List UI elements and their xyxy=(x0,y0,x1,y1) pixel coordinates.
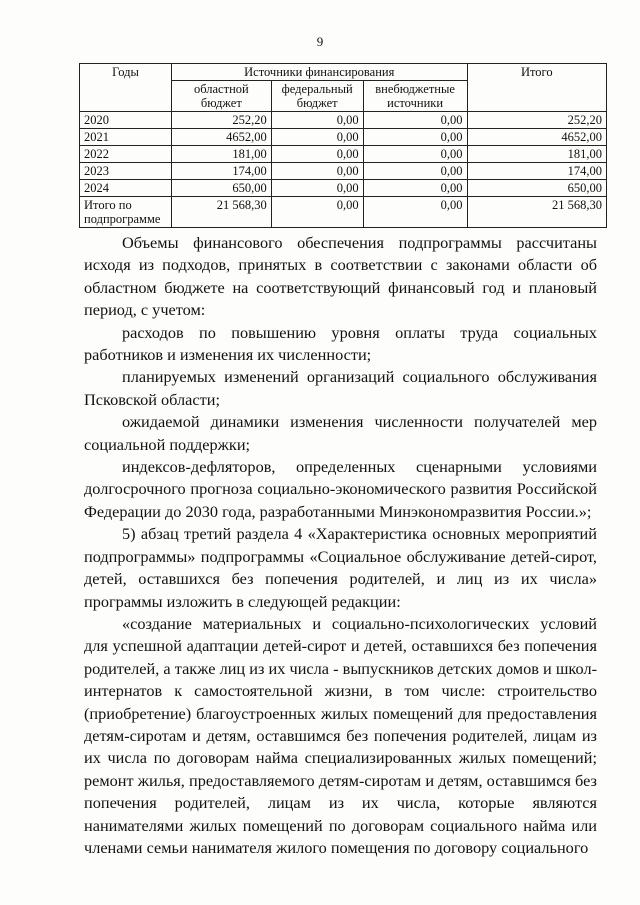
cell-total: 650,00 xyxy=(467,180,606,197)
paragraph: 5) абзац третий раздела 4 «Характеристика основных мероприятий подпрограммы» подпрограммы «Социальное обслуживание детей-сирот, детей, оставшихся без попечения родителей, и лиц из их числа» программы изложить в следующей редакции: xyxy=(84,524,597,611)
paragraph: планируемых изменений организаций социального обслуживания Псковской области; xyxy=(84,367,597,409)
financing-table xyxy=(79,63,607,228)
cell-extra: 0,00 xyxy=(363,146,467,163)
cell-regional: 21 568,30 xyxy=(171,197,271,228)
table-row xyxy=(80,163,607,180)
subheader-extra: внебюджетные источники xyxy=(363,81,467,112)
paragraph: ожидаемой динамики изменения численности получателей мер социальной поддержки; xyxy=(84,412,597,454)
cell-federal: 0,00 xyxy=(271,197,363,228)
cell-year: 2020 xyxy=(80,112,172,129)
subheader-federal: федеральный бюджет xyxy=(271,81,363,112)
paragraph: Объемы финансового обеспечения подпрограммы рассчитаны исходя из подходов, принятых в соответствии с законами области об областном бюджете на соответствующий финансовый год и плановый период, с учетом: xyxy=(84,233,597,320)
body-text xyxy=(84,232,597,859)
cell-total: 21 568,30 xyxy=(467,197,606,228)
table-row xyxy=(80,129,607,146)
cell-regional: 4652,00 xyxy=(171,129,271,146)
header-sources: Источники финансирования xyxy=(171,64,467,81)
cell-regional: 181,00 xyxy=(171,146,271,163)
table-header-row xyxy=(80,64,607,81)
header-years: Годы xyxy=(80,64,172,112)
cell-federal: 0,00 xyxy=(271,180,363,197)
cell-total: 252,20 xyxy=(467,112,606,129)
cell-regional: 650,00 xyxy=(171,180,271,197)
cell-extra: 0,00 xyxy=(363,163,467,180)
cell-total: 174,00 xyxy=(467,163,606,180)
cell-regional: 252,20 xyxy=(171,112,271,129)
cell-year: 2022 xyxy=(80,146,172,163)
paragraph: «создание материальных и социально-психологических условий для успешной адаптации детей-сирот и детей, оставшихся без попечения родителей, а также лиц из их числа - выпускников детских домов и школ-интернатов к самостоятельной жизни, в том числе: строительство (приобретение) благоустроенных жилых помещений для предоставления детям-сиротам и детям, оставшимся без попечения родителей, лицам из их числа по договорам найма специализированных жилых помещений; ремонт жилья, предоставляемого детям-сиротам и детям, оставшимся без попечения родителей, лицам из их числа, которые являются нанимателями жилых помещений по договорам социального найма или членами семьи нанимателя жилого помещения по договору социального xyxy=(84,613,597,857)
table-row xyxy=(80,146,607,163)
cell-federal: 0,00 xyxy=(271,112,363,129)
table-row xyxy=(80,112,607,129)
cell-year: 2024 xyxy=(80,180,172,197)
page-number: 9 xyxy=(316,34,324,49)
cell-year: Итого по подпрограмме xyxy=(80,197,172,228)
cell-total: 4652,00 xyxy=(467,129,606,146)
header-total: Итого xyxy=(467,64,606,112)
cell-year: 2021 xyxy=(80,129,172,146)
cell-federal: 0,00 xyxy=(271,129,363,146)
cell-total: 181,00 xyxy=(467,146,606,163)
cell-regional: 174,00 xyxy=(171,163,271,180)
paragraph: расходов по повышению уровня оплаты труда социальных работников и изменения их численности; xyxy=(84,322,597,365)
table-row xyxy=(80,197,607,228)
cell-extra: 0,00 xyxy=(363,112,467,129)
cell-year: 2023 xyxy=(80,163,172,180)
cell-extra: 0,00 xyxy=(363,180,467,197)
paragraph: индексов-дефляторов, определенных сценарными условиями долгосрочного прогноза социально-экономического развития Российской Федерации до 2030 года, разработанными Минэкономразвития России.»; xyxy=(84,457,597,521)
table-row xyxy=(80,180,607,197)
cell-federal: 0,00 xyxy=(271,146,363,163)
subheader-regional: областной бюджет xyxy=(171,81,271,112)
cell-federal: 0,00 xyxy=(271,163,363,180)
cell-extra: 0,00 xyxy=(363,197,467,228)
cell-extra: 0,00 xyxy=(363,129,467,146)
